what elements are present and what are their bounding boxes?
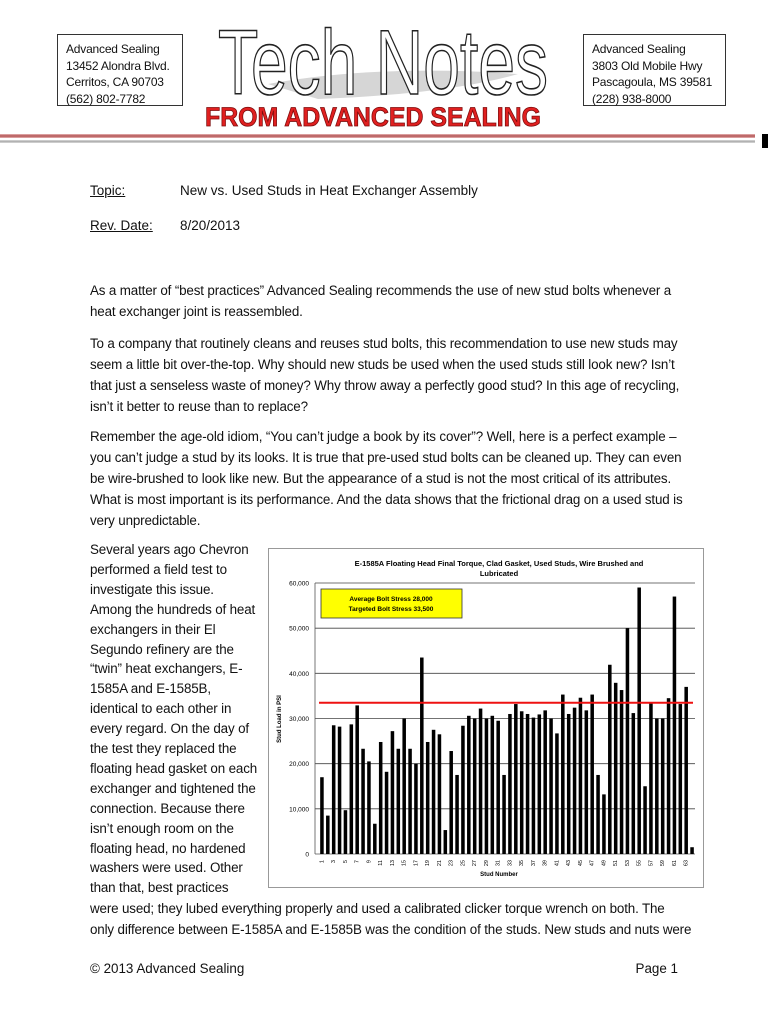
bar-stud-35 — [520, 711, 524, 854]
bar-stud-46 — [585, 710, 589, 854]
x-tick-label: 45 — [577, 860, 584, 867]
x-tick-label: 63 — [683, 860, 690, 867]
body-text-line: connection. Because there — [90, 800, 245, 816]
bar-stud-33 — [508, 714, 512, 854]
body-text-line: seem a little bit over-the-top. Why should new studs be used when the used studs still look new? Isn’t — [90, 357, 675, 372]
y-tick-label: 10,000 — [289, 806, 309, 814]
topic-value: New vs. Used Studs in Heat Exchanger Assembly — [180, 183, 478, 198]
footer-page-number: Page 1 — [635, 961, 678, 976]
bar-stud-62 — [679, 704, 683, 854]
x-tick-label: 43 — [566, 860, 573, 867]
address-line: 3803 Old Mobile Hwy — [592, 58, 703, 73]
x-tick-label: 61 — [671, 860, 678, 867]
bar-stud-14 — [397, 749, 401, 854]
bar-stud-12 — [385, 772, 389, 854]
x-tick-label: 25 — [460, 860, 467, 867]
body-text-line: were used; they lubed everything properly and used a calibrated clicker torque wrench on both. The — [90, 901, 665, 916]
y-tick-label: 20,000 — [289, 761, 309, 769]
y-axis-label: Stud Load in PSI — [277, 695, 283, 743]
bar-stud-27 — [473, 719, 477, 855]
body-text-line: “twin” heat exchangers, E- — [90, 661, 243, 677]
annotation-box — [321, 589, 462, 618]
body-text-line: heat exchanger joint is reassembled. — [90, 304, 303, 319]
bar-stud-32 — [502, 775, 506, 854]
body-text-line: exchangers in their El — [90, 621, 216, 637]
bar-stud-36 — [526, 714, 530, 854]
bar-stud-28 — [479, 709, 483, 854]
x-tick-label: 15 — [401, 860, 408, 867]
body-text-line: exchanger and tightened the — [90, 780, 256, 796]
bar-stud-8 — [361, 749, 365, 854]
bar-stud-13 — [391, 731, 395, 854]
bar-stud-57 — [649, 703, 653, 854]
bar-stud-15 — [402, 719, 406, 855]
footer-copyright: © 2013 Advanced Sealing — [90, 961, 245, 976]
bar-stud-59 — [661, 719, 665, 855]
x-tick-label: 29 — [483, 860, 490, 867]
address-line: (228) 938-8000 — [592, 91, 672, 106]
bar-stud-63 — [684, 687, 688, 854]
x-axis-label: Stud Number — [480, 872, 518, 878]
rev-date-label: Rev. Date: — [90, 218, 153, 233]
address-line: Pascagoula, MS 39581 — [592, 75, 713, 89]
bar-stud-56 — [643, 786, 647, 854]
bar-stud-26 — [467, 716, 471, 854]
bar-stud-11 — [379, 742, 383, 854]
bar-stud-24 — [455, 775, 459, 854]
bar-stud-2 — [326, 816, 330, 854]
bar-stud-3 — [332, 725, 336, 854]
bar-stud-47 — [590, 695, 594, 854]
body-text-line: identical to each other in — [90, 701, 232, 717]
body-text-line: be wire-brushed to look like new. But the appearance of a stud is not the most critical of its attributes. — [90, 471, 672, 486]
bar-stud-48 — [596, 775, 600, 854]
bar-stud-39 — [543, 710, 547, 854]
x-tick-label: 31 — [495, 860, 502, 867]
body-text-line: investigate this issue. — [90, 581, 214, 597]
header-divider — [0, 134, 755, 144]
body-text-line: As a matter of “best practices” Advanced Sealing recommends the use of new stud bolts whenever a — [90, 283, 672, 298]
topic-label: Topic: — [90, 183, 126, 198]
y-tick-label: 40,000 — [289, 670, 309, 678]
address-line: 13452 Alondra Blvd. — [66, 58, 170, 73]
tech-notes-logo — [198, 14, 568, 130]
chart-svg — [269, 549, 703, 887]
bar-stud-61 — [673, 597, 677, 854]
stud-load-chart — [268, 548, 704, 888]
bar-stud-52 — [620, 690, 624, 854]
x-tick-label: 41 — [554, 860, 561, 867]
y-tick-label: 0 — [305, 851, 309, 859]
x-tick-label: 3 — [331, 860, 338, 864]
x-tick-label: 53 — [624, 860, 631, 867]
bar-stud-1 — [320, 777, 324, 854]
bar-stud-54 — [632, 713, 636, 854]
body-text-line: very unpredictable. — [90, 513, 201, 528]
rev-date-value: 8/20/2013 — [180, 218, 241, 233]
bar-stud-41 — [555, 733, 559, 854]
x-tick-label: 17 — [413, 860, 420, 867]
bar-stud-53 — [626, 628, 630, 854]
body-text-line: To a company that routinely cleans and reuses stud bolts, this recommendation to use new studs may — [90, 336, 678, 351]
x-tick-label: 21 — [436, 860, 443, 867]
x-tick-label: 59 — [660, 860, 667, 867]
body-text-line: 1585A and E-1585B, — [90, 681, 211, 697]
x-tick-label: 51 — [613, 860, 620, 867]
y-tick-label: 50,000 — [289, 625, 309, 633]
bar-stud-60 — [667, 698, 671, 854]
x-tick-label: 47 — [589, 860, 596, 867]
bar-stud-22 — [444, 830, 448, 854]
body-text-line: floating head gasket on each — [90, 760, 258, 776]
svg-text:FROM ADVANCED SEALING: FROM ADVANCED SEALING — [205, 102, 541, 130]
bar-stud-18 — [420, 658, 424, 854]
bar-stud-37 — [532, 718, 536, 854]
address-box-cerritos — [57, 34, 183, 106]
body-text-line: that just a senseless waste of money? Why throw away a perfectly good stud? In this age of recycling, — [90, 378, 680, 393]
bar-stud-58 — [655, 719, 659, 855]
body-text-line: performed a field test to — [90, 561, 227, 577]
bar-stud-49 — [602, 794, 606, 854]
y-tick-label: 60,000 — [289, 580, 309, 588]
bar-stud-45 — [579, 698, 583, 854]
body-text-line: floating head, no hardened — [90, 840, 246, 856]
x-tick-label: 57 — [648, 860, 655, 867]
bar-stud-6 — [350, 724, 354, 854]
bar-stud-7 — [355, 705, 359, 854]
x-tick-label: 19 — [425, 860, 432, 867]
x-tick-label: 27 — [472, 860, 479, 867]
body-text-line: you can’t judge a stud by its looks. It is true that pre-used stud bolts can be cleaned up. They can even — [90, 450, 682, 465]
bar-stud-4 — [338, 727, 342, 854]
body-text-line: the test they replaced the — [90, 741, 237, 756]
chart-title: E-1585A Floating Head Final Torque, Clad Gasket, Used Studs, Wire Brushed and — [354, 559, 644, 568]
bar-stud-40 — [549, 719, 553, 855]
bar-stud-29 — [485, 719, 489, 855]
body-text-line: isn’t it better to reuse than to replace? — [90, 399, 308, 414]
bar-stud-34 — [514, 704, 518, 854]
bar-stud-64 — [690, 847, 694, 854]
address-line: Advanced Sealing — [592, 42, 686, 56]
body-text-line: What is most important is its performance. And the data shows that the frictional drag on a used stud is — [90, 492, 683, 507]
bar-stud-10 — [373, 824, 377, 854]
x-tick-label: 7 — [354, 860, 361, 864]
body-text-line: Among the hundreds of heat — [90, 601, 256, 617]
body-text-line: only difference between E-1585A and E-1585B was the condition of the studs. New studs and nuts were — [90, 921, 692, 937]
address-line: Advanced Sealing — [66, 42, 160, 56]
x-tick-label: 35 — [519, 860, 526, 867]
body-text-line: every regard. On the day of — [90, 721, 249, 737]
bar-stud-17 — [414, 764, 418, 854]
y-tick-label: 30,000 — [289, 716, 309, 723]
bar-stud-50 — [608, 665, 612, 854]
svg-text:Tech Notes: Tech Notes — [218, 14, 548, 114]
bar-stud-9 — [367, 761, 371, 854]
bar-stud-19 — [426, 742, 430, 854]
address-line: (562) 802-7782 — [66, 91, 146, 106]
annotation-text: Targeted Bolt Stress 33,500 — [348, 606, 434, 613]
x-tick-label: 23 — [448, 860, 455, 867]
bar-stud-23 — [449, 751, 453, 854]
x-tick-label: 1 — [319, 860, 326, 864]
bar-stud-55 — [637, 588, 641, 854]
bar-stud-5 — [344, 810, 348, 854]
x-tick-label: 9 — [366, 860, 373, 864]
bar-stud-25 — [461, 726, 465, 854]
bar-stud-21 — [438, 734, 442, 854]
x-tick-label: 55 — [636, 860, 643, 867]
bar-stud-16 — [408, 749, 412, 854]
body-text-line: washers were used. Other — [90, 860, 243, 876]
bar-stud-43 — [567, 714, 571, 854]
body-text-line: Segundo refinery are the — [90, 641, 234, 657]
body-text-line: than that, best practices — [90, 880, 229, 896]
body-text-line: Several years ago Chevron — [90, 542, 249, 557]
bar-stud-51 — [614, 683, 618, 854]
bar-stud-42 — [561, 695, 565, 854]
body-text-line: isn’t enough room on the — [90, 820, 234, 836]
edge-mark — [762, 134, 768, 148]
bar-stud-20 — [432, 730, 436, 854]
address-box-pascagoula — [583, 34, 726, 106]
x-tick-label: 33 — [507, 860, 514, 867]
x-tick-label: 11 — [378, 860, 385, 866]
chart-title: Lubricated — [479, 569, 519, 578]
x-tick-label: 5 — [342, 860, 349, 864]
x-tick-label: 49 — [601, 860, 608, 867]
body-text-line: Remember the age-old idiom, “You can’t judge a book by its cover”? Well, here is a perfect example – — [90, 429, 677, 444]
address-line: Cerritos, CA 90703 — [66, 75, 164, 89]
x-tick-label: 37 — [530, 860, 537, 867]
bar-stud-38 — [538, 714, 542, 854]
x-tick-label: 39 — [542, 860, 549, 867]
x-tick-label: 13 — [389, 860, 396, 867]
bar-stud-31 — [496, 721, 500, 854]
bar-stud-44 — [573, 708, 577, 854]
bar-stud-30 — [491, 716, 495, 854]
annotation-text: Average Bolt Stress 28,000 — [349, 596, 433, 603]
